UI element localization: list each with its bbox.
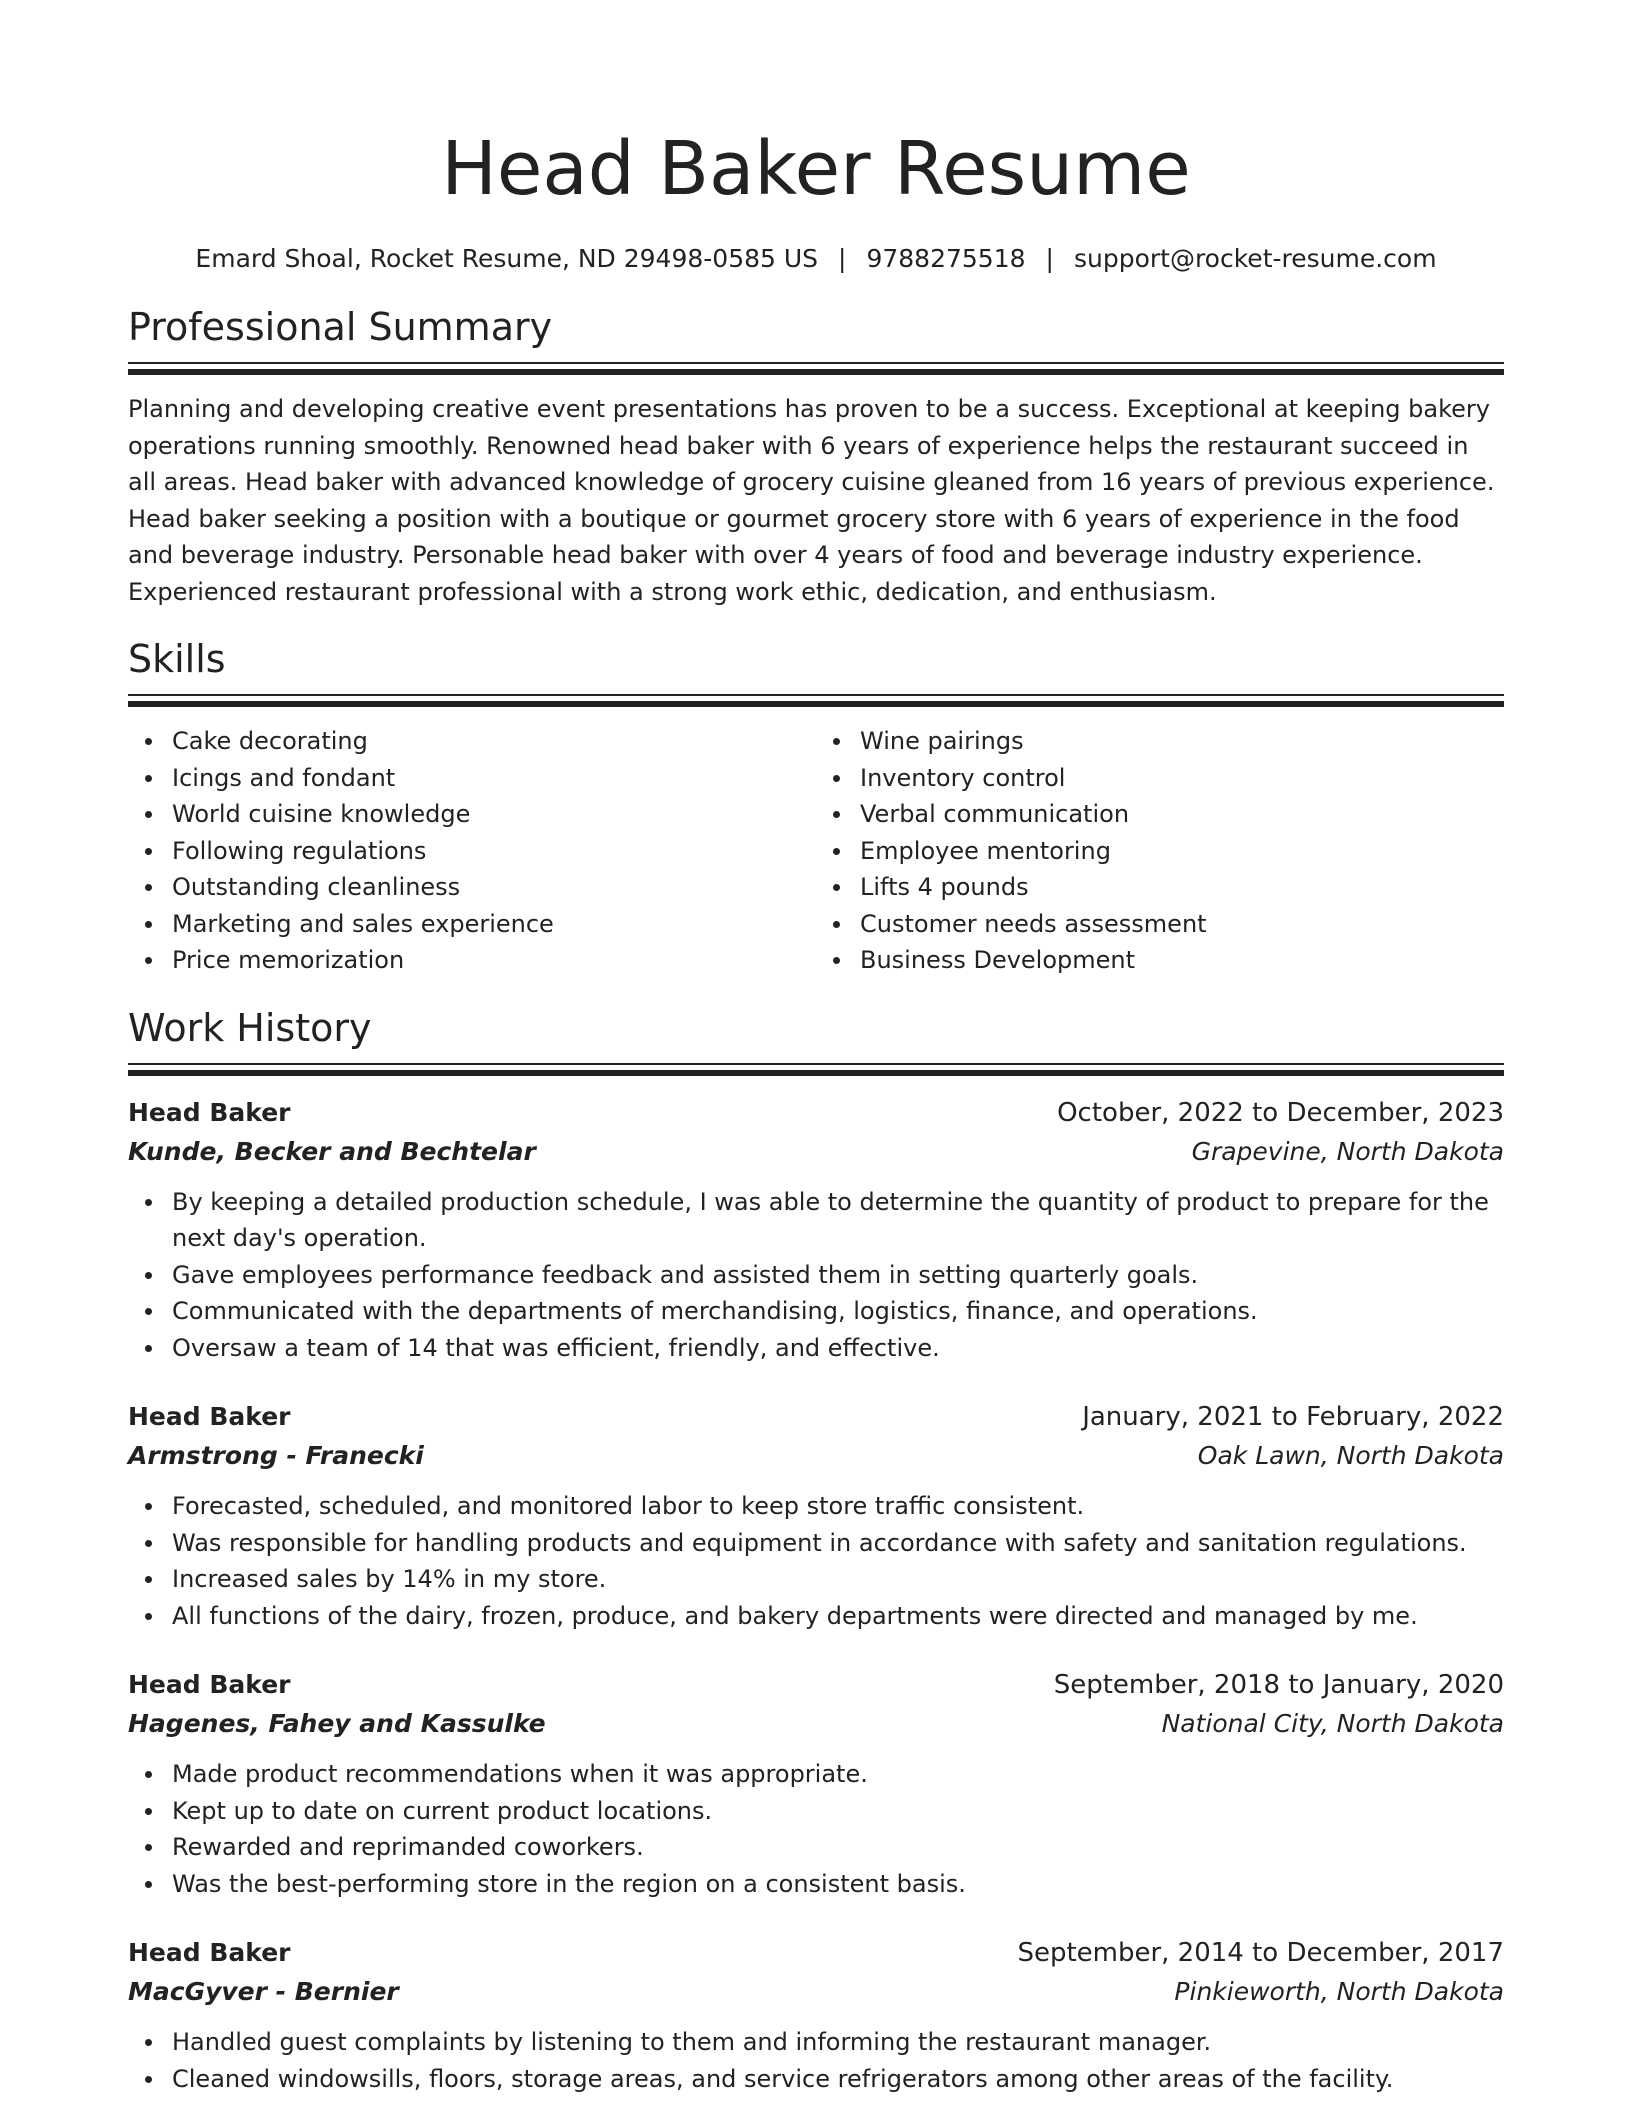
skill-item: Business Development bbox=[860, 942, 1504, 979]
skill-item: World cuisine knowledge bbox=[172, 796, 816, 833]
job-title: Head Baker bbox=[128, 1097, 291, 1127]
job-bullet: Was responsible for handling products and equipment in accordance with safety and sanitation regulations. bbox=[172, 1525, 1504, 1562]
contact-separator: | bbox=[838, 244, 847, 273]
job-header bbox=[128, 1094, 1504, 1132]
job-bullet: Oversaw a team of 14 that was efficient, friendly, and effective. bbox=[172, 1330, 1504, 1367]
job-bullets bbox=[128, 1184, 1504, 1367]
skill-item: Following regulations bbox=[172, 833, 816, 870]
skills-columns bbox=[128, 723, 1504, 979]
job-bullet: Forecasted, scheduled, and monitored labor to keep store traffic consistent. bbox=[172, 1488, 1504, 1525]
job-location: Grapevine, North Dakota bbox=[1191, 1136, 1504, 1166]
job-company: Armstrong - Franecki bbox=[128, 1441, 424, 1470]
job-title: Head Baker bbox=[128, 1402, 291, 1431]
job-header bbox=[128, 1934, 1504, 1972]
job-bullet: Handled guest complaints by listening to them and informing the restaurant manager. bbox=[172, 2024, 1504, 2061]
job-bullet: Communicated with the departments of merchandising, logistics, finance, and operations. bbox=[172, 1293, 1504, 1330]
job-dates: September, 2018 to January, 2020 bbox=[1053, 1670, 1504, 1700]
skill-item: Icings and fondant bbox=[172, 760, 816, 797]
summary-text: Planning and developing creative event presentations has proven to be a success. Exceptional at keeping bakery operations running smoothly. Renowned head baker with 6 years of experience helps the restaurant succeed in all areas. Head baker with advanced knowledge of grocery cuisine gleaned from 16 years of previous experience. Head baker seeking a position with a boutique or gourmet grocery store with 6 years of experience in the food and beverage industry. Personable head baker with over 4 years of food and beverage industry experience. Experienced restaurant professional with a strong work ethic, dedication, and enthusiasm. bbox=[128, 395, 1495, 606]
job-company: Kunde, Becker and Bechtelar bbox=[128, 1136, 536, 1166]
skill-item: Marketing and sales experience bbox=[172, 906, 816, 943]
skills-list-right bbox=[816, 723, 1504, 979]
job-header bbox=[128, 1398, 1504, 1436]
section-divider bbox=[128, 362, 1504, 375]
section-divider bbox=[128, 1063, 1504, 1076]
skill-item: Price memorization bbox=[172, 942, 816, 979]
contact-phone: 9788275518 bbox=[866, 244, 1026, 273]
summary-section bbox=[128, 302, 1504, 610]
skill-item: Employee mentoring bbox=[860, 833, 1504, 870]
skills-section bbox=[128, 634, 1504, 979]
job-entry bbox=[128, 1934, 1504, 2097]
job-company: Hagenes, Fahey and Kassulke bbox=[128, 1709, 546, 1738]
skill-item: Verbal communication bbox=[860, 796, 1504, 833]
job-entry bbox=[128, 1094, 1504, 1367]
job-bullets bbox=[128, 1488, 1504, 1634]
job-subheader bbox=[128, 1972, 1504, 2012]
job-bullets bbox=[128, 2024, 1504, 2097]
contact-line bbox=[128, 242, 1504, 276]
job-subheader bbox=[128, 1436, 1504, 1476]
job-bullet: By keeping a detailed production schedule, I was able to determine the quantity of product to prepare for the next day's operation. bbox=[172, 1184, 1504, 1257]
skill-item: Lifts 4 pounds bbox=[860, 869, 1504, 906]
work-history-section bbox=[128, 1003, 1504, 2098]
job-location: Oak Lawn, North Dakota bbox=[1197, 1441, 1504, 1470]
skill-item: Customer needs assessment bbox=[860, 906, 1504, 943]
job-title: Head Baker bbox=[128, 1670, 291, 1699]
skill-item: Inventory control bbox=[860, 760, 1504, 797]
skill-item: Wine pairings bbox=[860, 723, 1504, 760]
job-location: Pinkieworth, North Dakota bbox=[1174, 1977, 1504, 2006]
job-dates: September, 2014 to December, 2017 bbox=[1017, 1938, 1504, 1968]
job-bullet: Was the best-performing store in the region on a consistent basis. bbox=[172, 1866, 1504, 1903]
job-bullet: Increased sales by 14% in my store. bbox=[172, 1561, 1504, 1598]
job-subheader bbox=[128, 1704, 1504, 1744]
job-location: National City, North Dakota bbox=[1161, 1709, 1504, 1738]
job-dates: January, 2021 to February, 2022 bbox=[1082, 1402, 1504, 1432]
job-entry bbox=[128, 1666, 1504, 1902]
skills-list-left bbox=[128, 723, 816, 979]
section-divider bbox=[128, 694, 1504, 707]
summary-heading: Professional Summary bbox=[128, 305, 553, 349]
job-title: Head Baker bbox=[128, 1938, 291, 1967]
skills-heading: Skills bbox=[128, 637, 226, 681]
job-dates: October, 2022 to December, 2023 bbox=[1057, 1097, 1504, 1128]
job-bullet: Rewarded and reprimanded coworkers. bbox=[172, 1829, 1504, 1866]
job-entry bbox=[128, 1398, 1504, 1634]
job-bullet: Cleaned windowsills, floors, storage areas, and service refrigerators among other areas of the facility. bbox=[172, 2061, 1504, 2098]
work-history-heading: Work History bbox=[128, 1005, 372, 1050]
contact-separator: | bbox=[1045, 244, 1054, 273]
job-company: MacGyver - Bernier bbox=[128, 1977, 399, 2006]
job-bullets bbox=[128, 1756, 1504, 1902]
contact-email[interactable]: support@rocket-resume.com bbox=[1073, 244, 1437, 273]
page-title: Head Baker Resume bbox=[441, 126, 1191, 212]
job-bullet: Made product recommendations when it was appropriate. bbox=[172, 1756, 1504, 1793]
job-bullet: All functions of the dairy, frozen, produce, and bakery departments were directed and managed by me. bbox=[172, 1598, 1504, 1635]
contact-address: Emard Shoal, Rocket Resume, ND 29498-0585 US bbox=[195, 244, 819, 273]
job-bullet: Gave employees performance feedback and assisted them in setting quarterly goals. bbox=[172, 1257, 1504, 1294]
job-subheader bbox=[128, 1132, 1504, 1172]
skill-item: Outstanding cleanliness bbox=[172, 869, 816, 906]
job-header bbox=[128, 1666, 1504, 1704]
skill-item: Cake decorating bbox=[172, 723, 816, 760]
job-bullet: Kept up to date on current product locations. bbox=[172, 1793, 1504, 1830]
